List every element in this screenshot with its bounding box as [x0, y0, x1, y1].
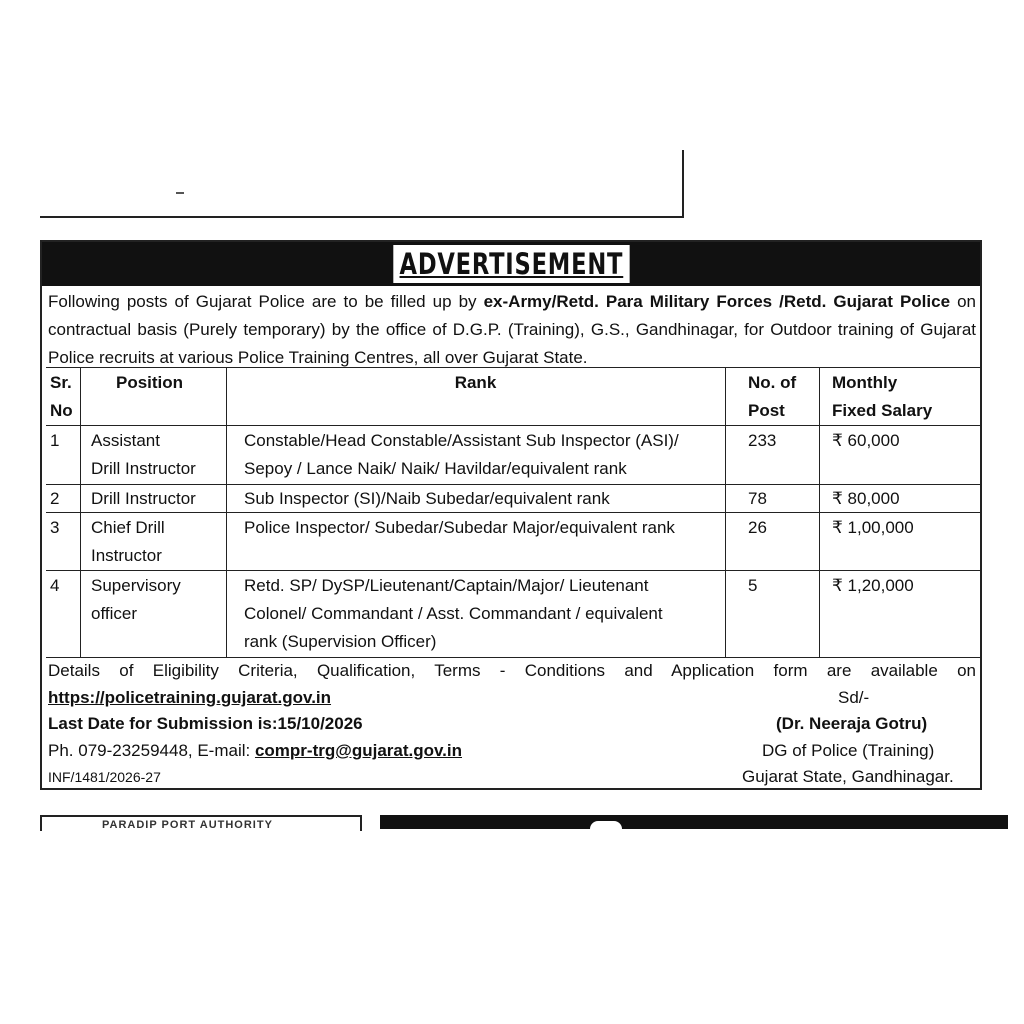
row-1-salary: ₹ 60,000: [832, 431, 900, 450]
posts-table: [46, 367, 980, 658]
header-position: Position: [116, 373, 184, 392]
header-sr-line: No: [50, 401, 73, 420]
last-date: Last Date for Submission is:15/10/2026: [48, 714, 363, 733]
table-column-rule: [226, 367, 227, 658]
row-3-position-line: Instructor: [91, 546, 162, 565]
header-rank: Rank: [454, 373, 497, 392]
next-clipping-text: PARADIP PORT AUTHORITY: [102, 819, 273, 831]
header-posts-line: No. of: [748, 373, 797, 392]
table-column-rule: [819, 367, 820, 658]
intro-text-start: Following posts of Gujarat Police are to be filled up by: [48, 292, 484, 311]
row-2-sr: 2: [50, 489, 60, 508]
header-salary-line: Monthly: [832, 373, 898, 392]
row-4-position-line: officer: [91, 604, 137, 623]
row-4-sr: 4: [50, 576, 60, 595]
table-column-rule: [725, 367, 726, 658]
row-3-position: [91, 514, 165, 570]
contact-line: [48, 738, 462, 764]
row-3-position-line: Chief Drill: [91, 518, 165, 537]
row-2-salary: ₹ 80,000: [832, 489, 900, 508]
row-1-position-line: Drill Instructor: [91, 459, 196, 478]
row-4-position: [91, 572, 181, 628]
row-3-posts: 26: [748, 518, 767, 537]
row-4-rank-line: Colonel/ Commandant / Asst. Commandant / equivalent: [244, 604, 663, 623]
header-salary-line: Fixed Salary: [832, 401, 933, 420]
clipping-mark: [176, 192, 184, 194]
intro-eligible-forces: ex-Army/Retd. Para Military Forces /Retd. Gujarat Police: [483, 292, 951, 311]
next-clipping-mark: [590, 821, 622, 829]
row-4-position-line: Supervisory: [91, 576, 181, 595]
row-1-position-line: Assistant: [91, 431, 160, 450]
website-link[interactable]: https://policetraining.gujarat.gov.in: [48, 688, 332, 707]
previous-clipping-edge: [40, 150, 684, 218]
phone-text: Ph. 079-23259448, E-mail:: [48, 741, 255, 760]
row-3-rank: [244, 514, 675, 542]
header-sr: [50, 369, 73, 425]
row-2-rank: [244, 485, 610, 513]
row-4-posts: 5: [748, 576, 758, 595]
signer-name: (Dr. Neeraja Gotru): [776, 714, 928, 733]
row-4-rank-line: Retd. SP/ DySP/Lieutenant/Captain/Major/ Lieutenant: [244, 576, 649, 595]
row-4-rank-line: rank (Supervision Officer): [244, 632, 437, 651]
reference-number: INF/1481/2026-27: [48, 769, 161, 785]
table-rule: [46, 425, 980, 426]
signer-designation: DG of Police (Training): [762, 741, 935, 760]
advertisement-header-band: [42, 242, 980, 286]
header-salary: [832, 369, 932, 425]
header-sr-line: Sr.: [50, 373, 72, 392]
table-rule: [46, 570, 980, 571]
row-1-sr: 1: [50, 431, 60, 450]
table-rule: [46, 367, 980, 368]
row-1-position: [91, 427, 196, 483]
row-2-posts: 78: [748, 489, 767, 508]
intro-text-end: on contractual basis (Purely temporary) by the office of D.G.P. (Training), G.S., Gandhinagar, for Outdoor training of Gujarat Police recruits at various Police Training Centres, all over Gujarat State.: [48, 292, 976, 367]
row-1-posts: 233: [748, 431, 777, 450]
signer-place: Gujarat State, Gandhinagar.: [742, 767, 954, 786]
row-4-salary: ₹ 1,20,000: [832, 576, 914, 595]
advertisement-box: [40, 240, 982, 790]
row-1-rank-line: Sepoy / Lance Naik/ Naik/ Havildar/equivalent rank: [244, 459, 627, 478]
next-clipping-left: [40, 815, 362, 831]
details-text: Details of Eligibility Criteria, Qualification, Terms - Conditions and Application form are available on: [48, 661, 976, 680]
table-column-rule: [80, 367, 81, 658]
next-clipping-right: [380, 815, 1008, 829]
row-2-position-line: Drill Instructor: [91, 489, 196, 508]
row-1-rank-line: Constable/Head Constable/Assistant Sub Inspector (ASI)/: [244, 431, 679, 450]
header-posts: [748, 369, 796, 425]
row-1-rank: [244, 427, 679, 483]
row-2-position: [91, 485, 196, 513]
row-4-rank: [244, 572, 663, 656]
signature-mark: Sd/-: [838, 688, 870, 707]
row-3-salary: ₹ 1,00,000: [832, 518, 914, 537]
header-posts-line: Post: [748, 401, 785, 420]
intro-paragraph: [48, 288, 976, 372]
row-2-rank-line: Sub Inspector (SI)/Naib Subedar/equivalent rank: [244, 489, 610, 508]
row-3-sr: 3: [50, 518, 60, 537]
row-3-rank-line: Police Inspector/ Subedar/Subedar Major/equivalent rank: [244, 518, 675, 537]
email-link[interactable]: compr-trg@gujarat.gov.in: [254, 741, 463, 760]
advertisement-title: ADVERTISEMENT: [393, 245, 629, 283]
